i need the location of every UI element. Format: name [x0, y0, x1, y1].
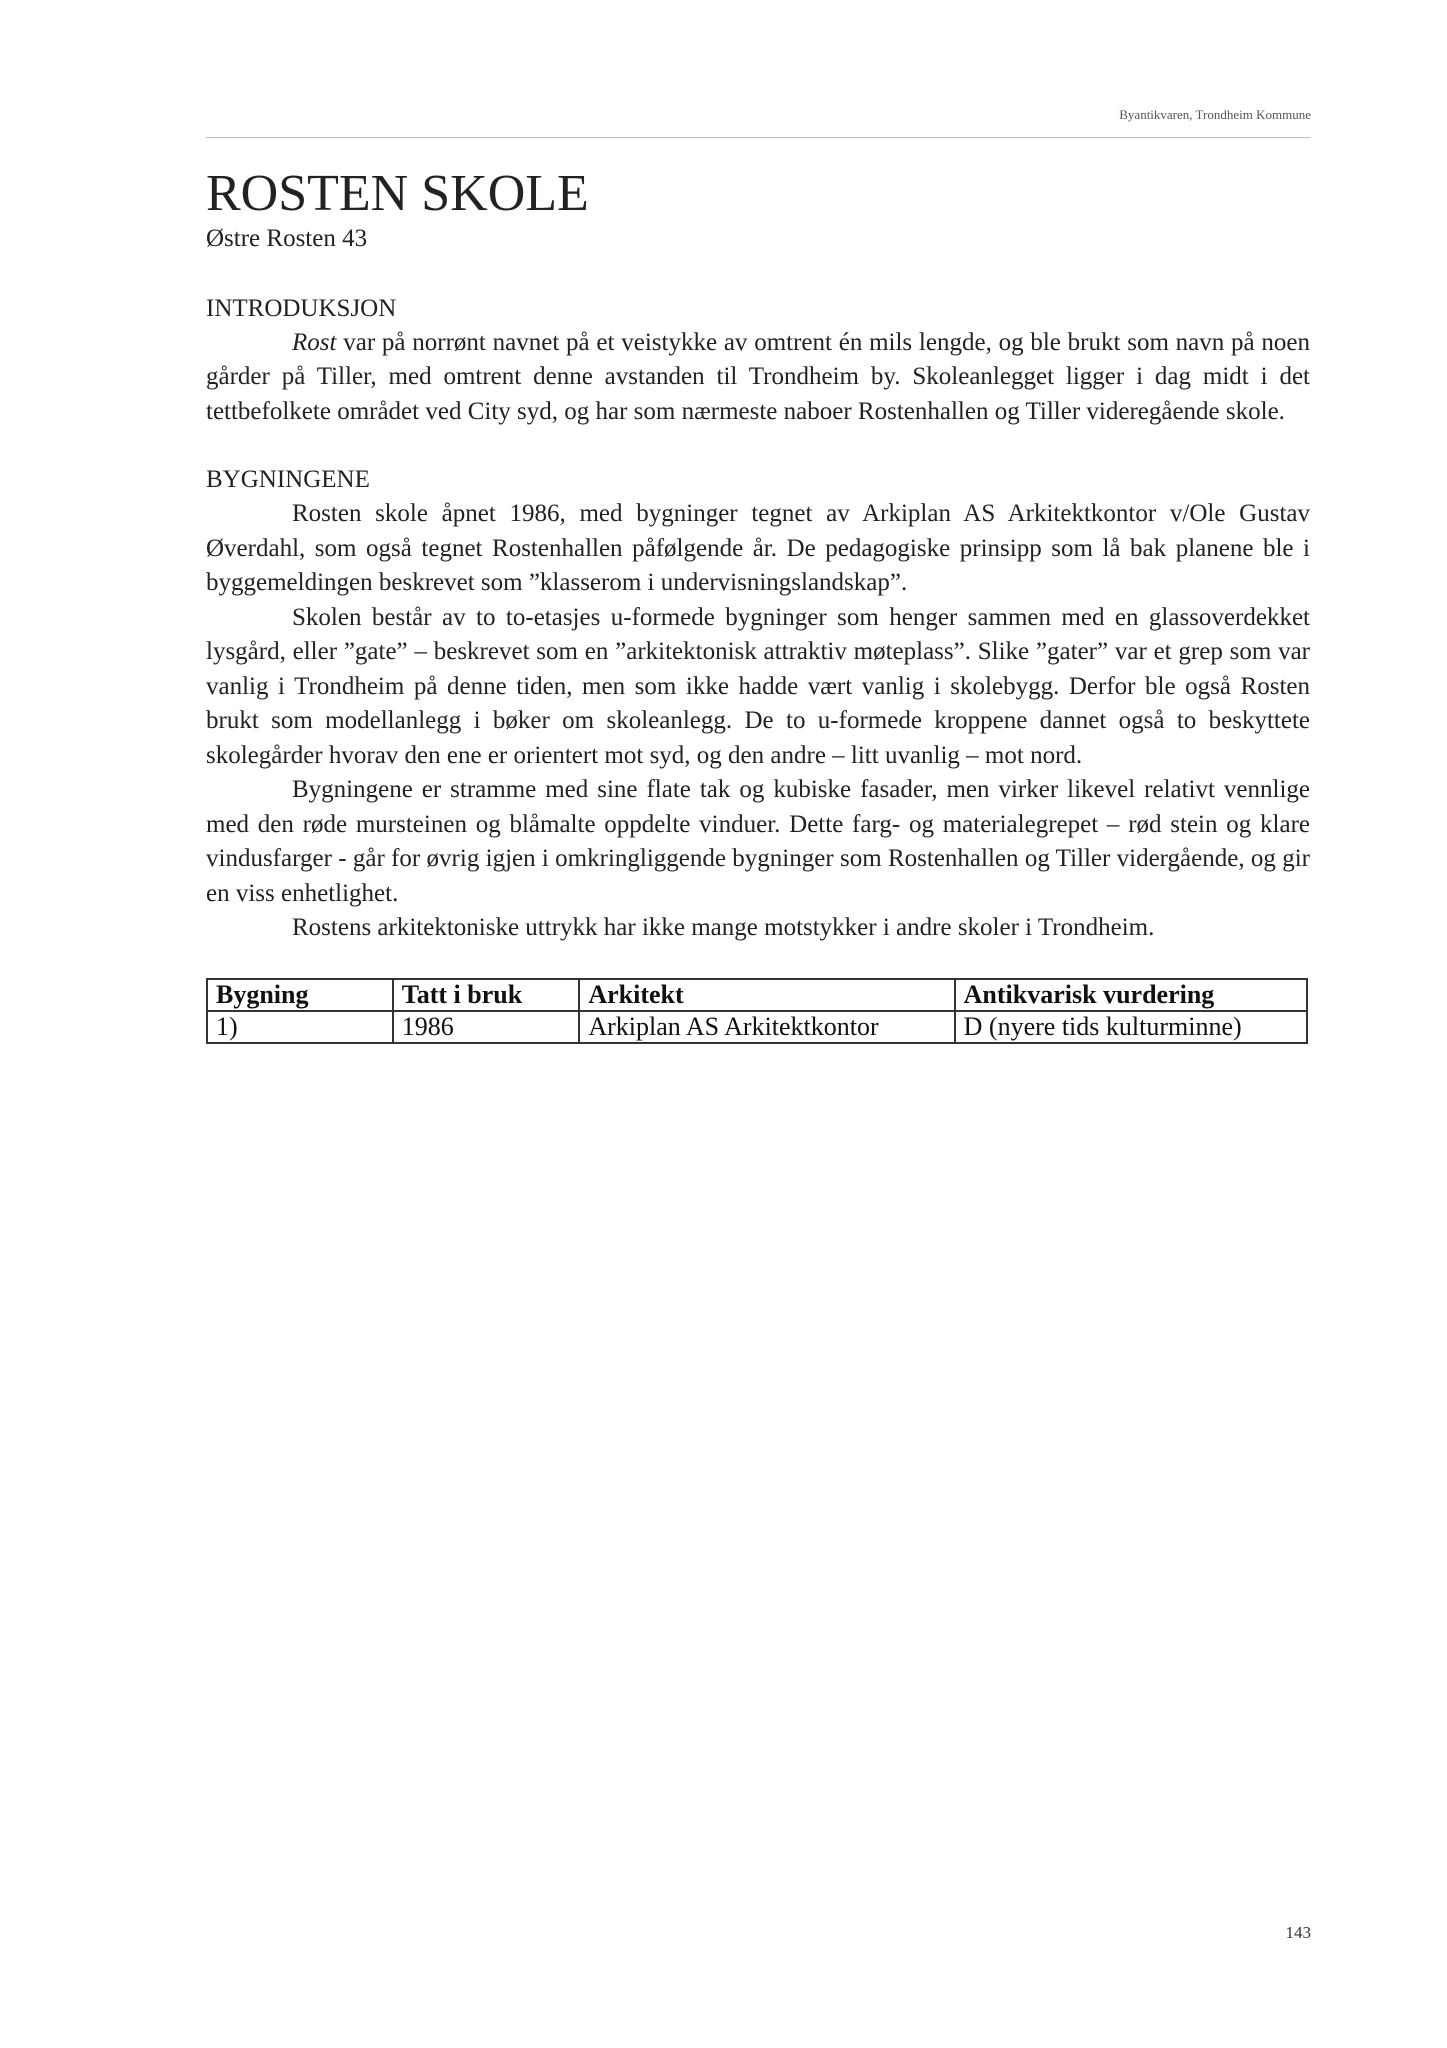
- column-header-tatt-i-bruk: Tatt i bruk: [393, 979, 580, 1011]
- section-heading-introduksjon: INTRODUKSJON: [206, 294, 397, 322]
- cell-arkitekt: Arkiplan AS Arkitektkontor: [579, 1011, 954, 1043]
- section-bygningene: [206, 463, 1310, 946]
- section-heading-bygningene: BYGNINGENE: [206, 466, 370, 494]
- page-number: 143: [1285, 1923, 1311, 1942]
- bygningene-paragraph-4: Rostens arkitektoniske uttrykk har ikke mange motstykker i andre skoler i Trondheim.: [292, 914, 1155, 942]
- intro-lead-word: Rost: [292, 328, 337, 356]
- bygningene-paragraph-1: Rosten skole åpnet 1986, med bygninger tegnet av Arkiplan AS Arkitektkontor v/Ole Gustav Øverdahl, som også tegnet Rostenhallen påfølgende år. De pedagogiske prinsipp som lå bak planene ble i byggemeldingen beskrevet som ”klasserom i undervisningslandskap”.: [206, 500, 1310, 597]
- header-divider: [206, 137, 1311, 138]
- column-header-antikvarisk-vurdering: Antikvarisk vurdering: [955, 979, 1307, 1011]
- page-content: [206, 150, 1310, 1044]
- section-introduksjon: [206, 292, 1310, 430]
- intro-text: var på norrønt navnet på et veistykke av omtrent én mils lengde, og ble brukt som navn på noen gårder på Tiller, med omtrent denne avstanden til Trondheim by. Skoleanlegget ligger i dag midt i det tettbefolkete området ved City syd, og har som nærmeste naboer Rostenhallen og Tiller videregående skole.: [206, 328, 1310, 425]
- table-row: [207, 1011, 1307, 1043]
- header-organization: Byantikvaren, Trondheim Kommune: [1119, 107, 1311, 122]
- bygningene-paragraph-2: Skolen består av to to-etasjes u-formede bygninger som henger sammen med en glassoverdekket lysgård, eller ”gate” – beskrevet som en ”arkitektonisk attraktiv møteplass”. Slike ”gater” var et grep som var vanlig i Trondheim på denne tiden, men som ikke hadde vært vanlig i skolebygg. Derfor ble også Rosten brukt som modellanlegg i bøker om skoleanlegg. De to u-formede kroppene dannet også to beskyttete skolegårder hvorav den ene er orientert mot syd, og den andre – litt uvanlig – mot nord.: [206, 603, 1310, 769]
- address: Østre Rosten 43: [206, 224, 368, 252]
- bygningene-paragraph-3: Bygningene er stramme med sine flate tak og kubiske fasader, men virker likevel relativt vennlige med den røde mursteinen og blåmalte oppdelte vinduer. Dette farg- og materialegrepet – rød stein og klare vindusfarger - går for øvrig igjen i omkringliggende bygninger som Rostenhallen og Tiller vidergående, og gir en viss enhetlighet.: [206, 776, 1310, 907]
- cell-antikvarisk-vurdering: D (nyere tids kulturminne): [955, 1011, 1307, 1043]
- cell-bygning: 1): [207, 1011, 393, 1043]
- column-header-arkitekt: Arkitekt: [579, 979, 954, 1011]
- table-header-row: [207, 979, 1307, 1011]
- buildings-table: [206, 978, 1308, 1044]
- cell-tatt-i-bruk: 1986: [393, 1011, 580, 1043]
- column-header-bygning: Bygning: [207, 979, 393, 1011]
- intro-paragraph: [206, 326, 1310, 430]
- page-title: ROSTEN SKOLE: [206, 165, 589, 222]
